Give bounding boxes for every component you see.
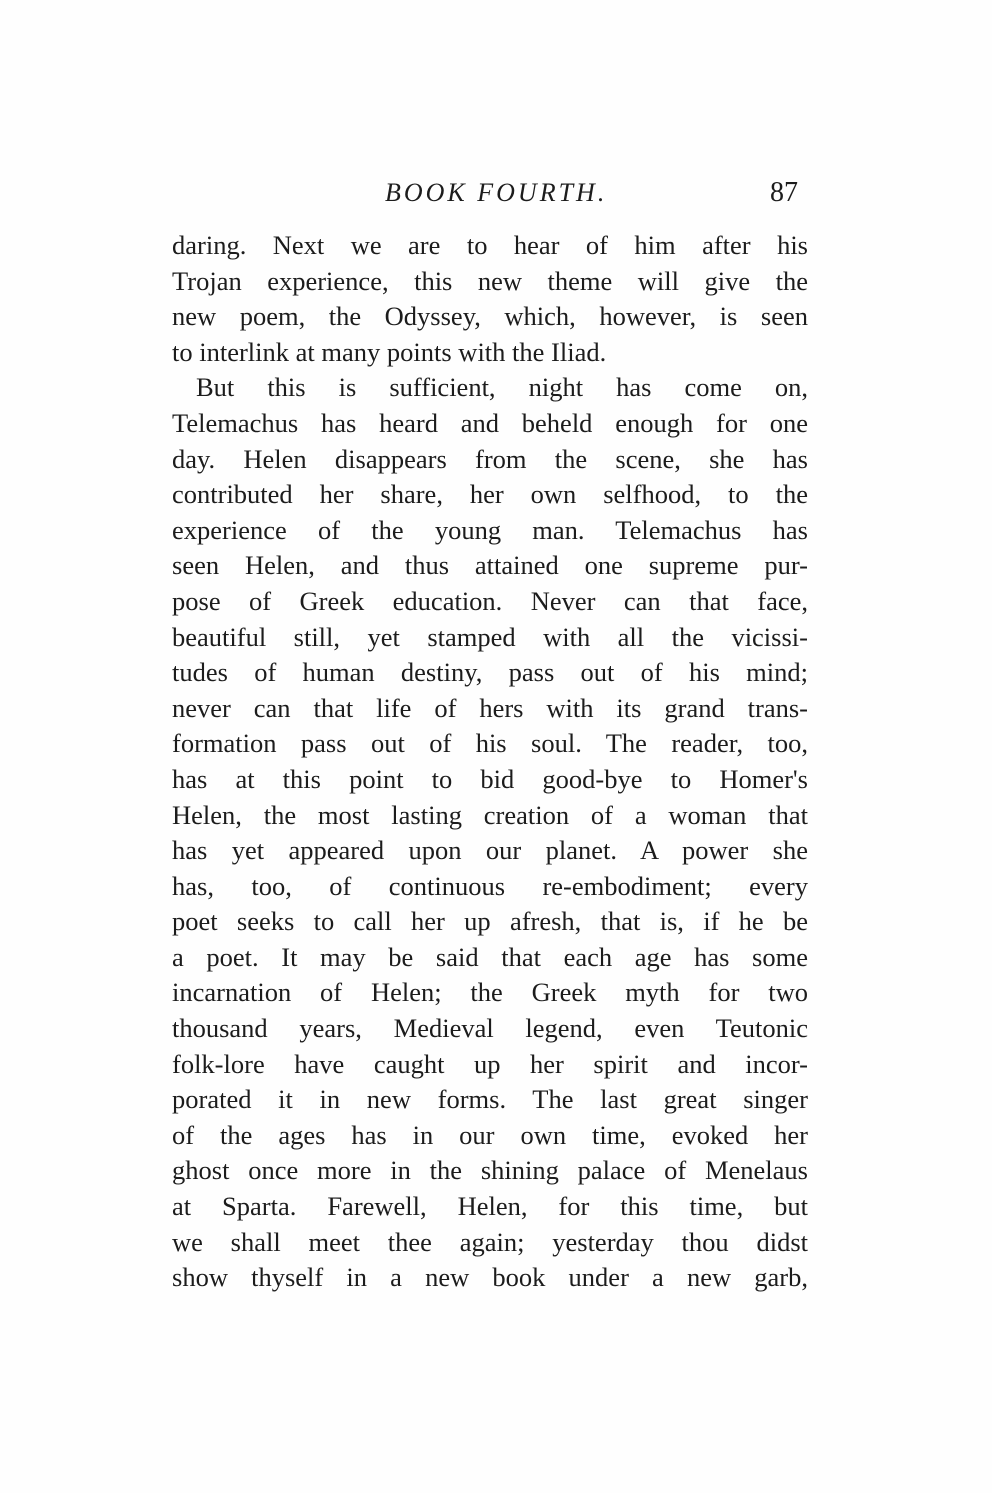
text-line: incarnation of Helen; the Greek myth for two — [172, 977, 808, 1008]
text-line: has, too, of continuous re-embodiment; every — [172, 870, 808, 901]
text-line: pose of Greek education. Never can that face, — [172, 585, 808, 616]
text-line: tudes of human destiny, pass out of his mind; — [172, 657, 808, 688]
text-line: beautiful still, yet stamped with all the vicissi- — [172, 621, 808, 652]
text-line: seen Helen, and thus attained one supreme pur- — [172, 550, 808, 581]
paragraph-2 — [172, 370, 808, 1295]
page-number: 87 — [770, 177, 798, 208]
text-line: thousand years, Medieval legend, even Teutonic — [172, 1013, 808, 1044]
text-line: never can that life of hers with its grand trans- — [172, 692, 808, 723]
paragraph-1 — [172, 228, 808, 370]
text-line: to interlink at many points with the Iliad. — [172, 336, 607, 367]
text-line: we shall meet thee again; yesterday thou didst — [172, 1226, 808, 1257]
text-line: daring. Next we are to hear of him after his — [172, 230, 808, 260]
text-line: Telemachus has heard and beheld enough for one — [172, 407, 808, 438]
text-line: Helen, the most lasting creation of a woman that — [172, 799, 808, 830]
text-line: has yet appeared upon our planet. A power she — [172, 835, 808, 866]
text-line: But this is sufficient, night has come on, — [196, 372, 808, 403]
text-line: Trojan experience, this new theme will give the — [172, 265, 808, 296]
text-line: contributed her share, her own selfhood, to the — [172, 479, 808, 510]
text-line: experience of the young man. Telemachus has — [172, 514, 808, 545]
text-line: ghost once more in the shining palace of Menelaus — [172, 1155, 808, 1186]
text-line: day. Helen disappears from the scene, she has — [172, 443, 808, 474]
text-line: poet seeks to call her up afresh, that is, if he be — [172, 906, 808, 937]
text-line: has at this point to bid good-bye to Homer's — [172, 763, 808, 794]
text-line: a poet. It may be said that each age has some — [172, 941, 808, 972]
text-line: show thyself in a new book under a new garb, — [172, 1262, 808, 1293]
text-line: new poem, the Odyssey, which, however, is seen — [172, 301, 808, 332]
text-line: porated it in new forms. The last great singer — [172, 1084, 808, 1115]
text-line: formation pass out of his soul. The reader, too, — [172, 728, 808, 759]
running-head: BOOK FOURTH. — [385, 178, 608, 207]
page-header — [0, 176, 992, 216]
text-line: at Sparta. Farewell, Helen, for this time, but — [172, 1191, 808, 1222]
text-line: folk-lore have caught up her spirit and incor- — [172, 1048, 808, 1079]
body-text — [172, 228, 808, 1296]
text-line: of the ages has in our own time, evoked her — [172, 1119, 808, 1150]
